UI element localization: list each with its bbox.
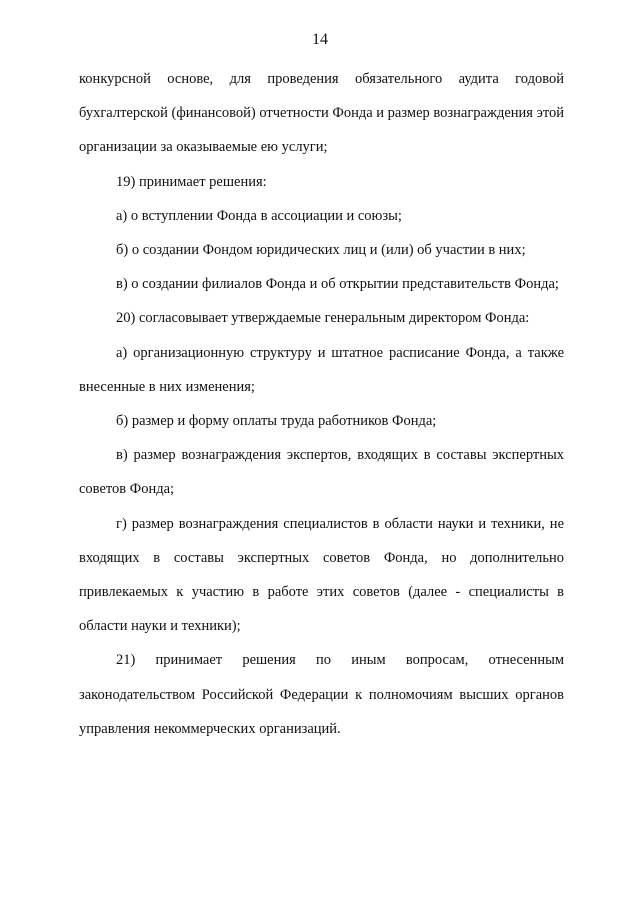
paragraph-item-21: 21) принимает решения по иным вопросам, отнесенным законодательством Российской Федерации к полномочиям высших органов управления некоммерческих организаций. (79, 652, 564, 737)
paragraph-item-19a: а) о вступлении Фонда в ассоциации и союзы; (116, 207, 402, 224)
paragraph-item-19b: б) о создании Фондом юридических лиц и (или) об участии в них; (116, 242, 526, 259)
paragraph-item-20g: г) размер вознаграждения специалистов в области науки и техники, не входящих в составы экспертных советов Фонда, но дополнительно привлекаемых к участию в работе этих советов (далее - специалисты в области науки и техники); (79, 515, 564, 635)
paragraph-item-19v: в) о создании филиалов Фонда и об открытии представительств Фонда; (116, 276, 559, 293)
page-number: 14 (312, 31, 328, 48)
paragraph-item-20b: б) размер и форму оплаты труда работников Фонда; (116, 413, 437, 430)
paragraph-audit-continuation: конкурсной основе, для проведения обязательного аудита годовой бухгалтерской (финансовой) отчетности Фонда и размер вознаграждения этой организации за оказываемые ею услуги; (79, 71, 564, 156)
paragraph-item-20v: в) размер вознаграждения экспертов, входящих в составы экспертных советов Фонда; (79, 447, 564, 498)
paragraph-item-20: 20) согласовывает утверждаемые генеральным директором Фонда: (116, 310, 530, 327)
document-body (79, 62, 564, 746)
paragraph-item-20a: а) организационную структуру и штатное расписание Фонда, а также внесенные в них изменения; (79, 344, 564, 395)
paragraph-item-19: 19) принимает решения: (116, 173, 267, 190)
